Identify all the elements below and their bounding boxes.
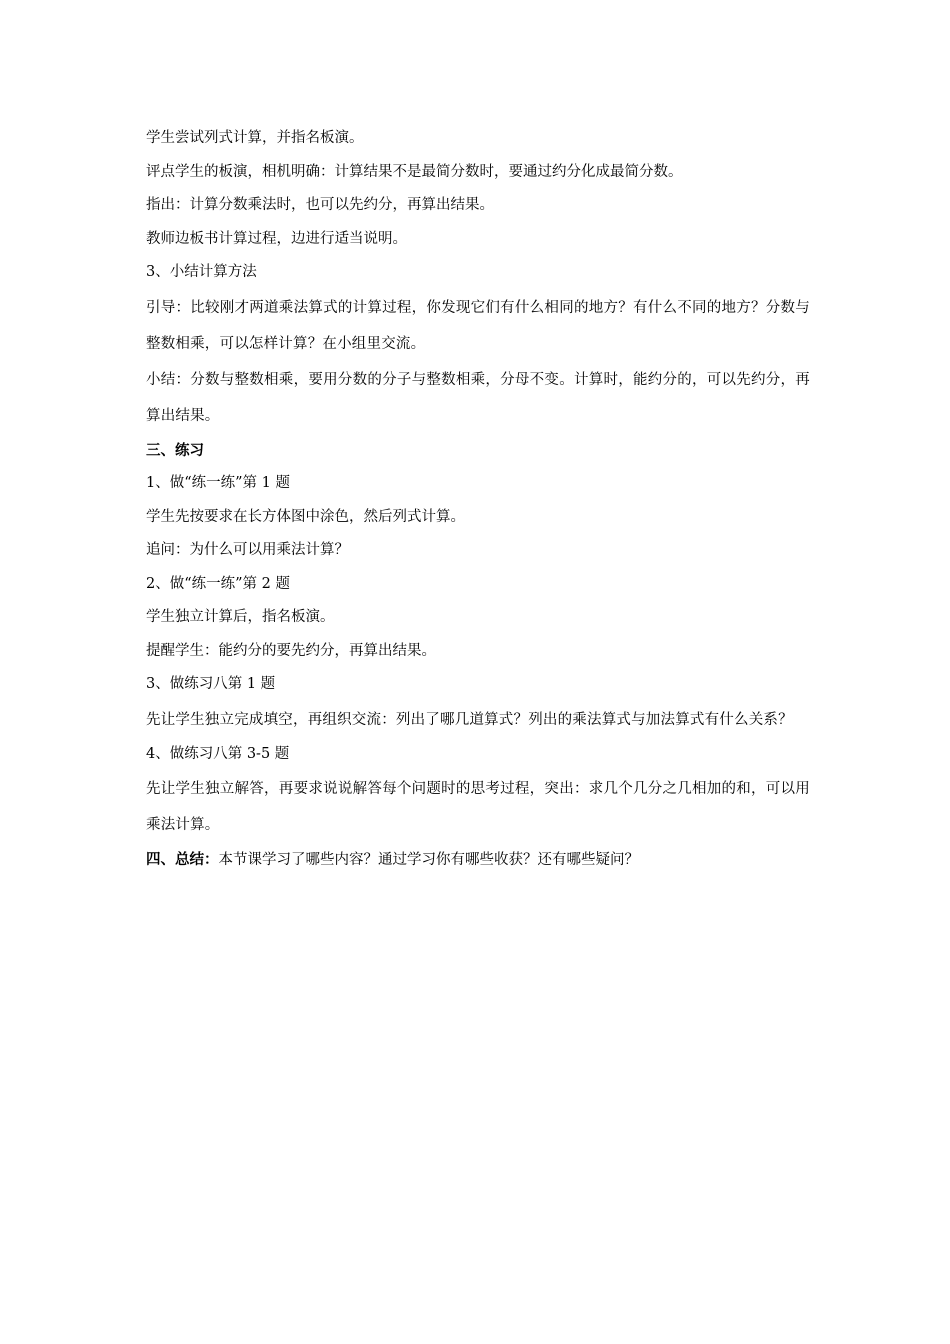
text-line: 4、做练习八第 3-5 题 (146, 745, 290, 762)
text-line: 追问：为什么可以用乘法计算？ (146, 542, 349, 558)
summary-question-text: 本节课学习了哪些内容？通过学习你有哪些收获？还有哪些疑问？ (218, 852, 639, 868)
text-line: 指出：计算分数乘法时，也可以先约分，再算出结果。 (146, 197, 494, 213)
text-line: 2、做“练一练”第 2 题 (146, 575, 290, 592)
subheading: 3、小结计算方法 (146, 264, 257, 280)
text-line: 3、做练习八第 1 题 (146, 676, 276, 692)
answer-paragraph: 先让学生独立解答，再要求说说解答每个问题时的思考过程，突出：求几个几分之几相加的和，可以用乘法计算。 (146, 781, 810, 833)
exercise-paragraph: 先让学生独立完成填空，再组织交流：列出了哪几道算式？列出的乘法算式与加法算式有什么关系？ (146, 711, 793, 728)
text-line: 学生独立计算后，指名板演。 (146, 609, 335, 625)
document-page (146, 122, 810, 878)
guide-paragraph: 引导：比较刚才两道乘法算式的计算过程，你发现它们有什么相同的地方？有什么不同的地方？分数与整数相乘，可以怎样计算？在小组里交流。 (146, 299, 810, 352)
section-summary-line (146, 843, 810, 878)
text-line: 1、做“练一练”第 1 题 (146, 475, 290, 491)
text-line: 学生尝试列式计算，并指名板演。 (146, 130, 364, 146)
section-heading-practice: 三、练习 (146, 441, 204, 459)
text-line: 教师边板书计算过程，边进行适当说明。 (146, 230, 407, 247)
summary-paragraph: 小结：分数与整数相乘，要用分数的分子与整数相乘，分母不变。计算时，能约分的，可以先约分，再算出结果。 (146, 371, 810, 424)
text-line: 评点学生的板演，相机明确：计算结果不是最简分数时，要通过约分化成最简分数。 (146, 163, 683, 180)
text-line: 学生先按要求在长方体图中涂色，然后列式计算。 (146, 508, 465, 525)
section-heading-summary: 四、总结： (146, 851, 219, 868)
text-line: 提醒学生：能约分的要先约分，再算出结果。 (146, 642, 436, 659)
